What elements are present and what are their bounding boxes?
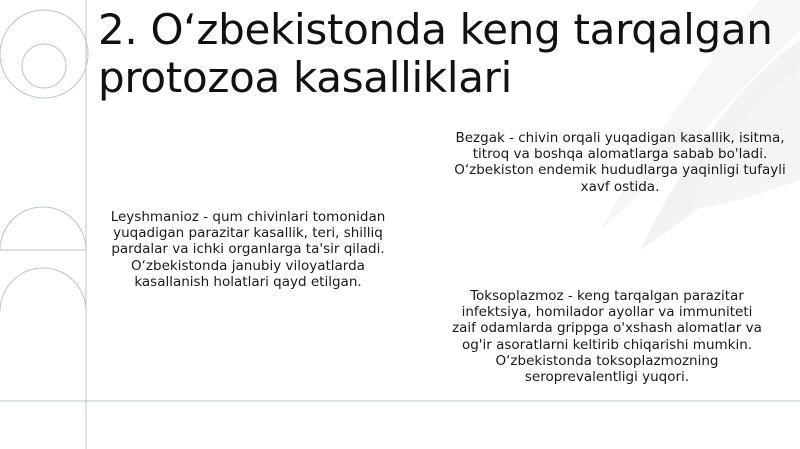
paragraph-toksoplazmoz: Toksoplazmoz - keng tarqalgan parazitar infektsiya, homilador ayollar va immuniteti zaif odamlarda grippga o'xshash alomatlar va og'ir asoratlarni keltirib chiqarishi mumkin. O‘zbekistonda toksoplazmozning seroprevalentligi yuqori. — [452, 288, 762, 386]
paragraph-leyshmanioz: Leyshmanioz - qum chivinlari tomonidan yuqadigan parazitar kasallik, teri, shilliq pardalar va ichki organlarga ta'sir qiladi. O‘zbekistonda janubiy viloyatlarda kasallanish holatlari qayd etilgan. — [110, 209, 386, 290]
slide-title: 2. O‘zbekistonda keng tarqalgan protozoa kasalliklari — [98, 5, 773, 102]
paragraph-bezgak: Bezgak - chivin orqali yuqadigan kasallik, isitma, titroq va boshqa alomatlarga sabab bo'ladi. O‘zbekiston endemik hududlarga yaqinligi tufayli xavf ostida. — [454, 130, 786, 195]
